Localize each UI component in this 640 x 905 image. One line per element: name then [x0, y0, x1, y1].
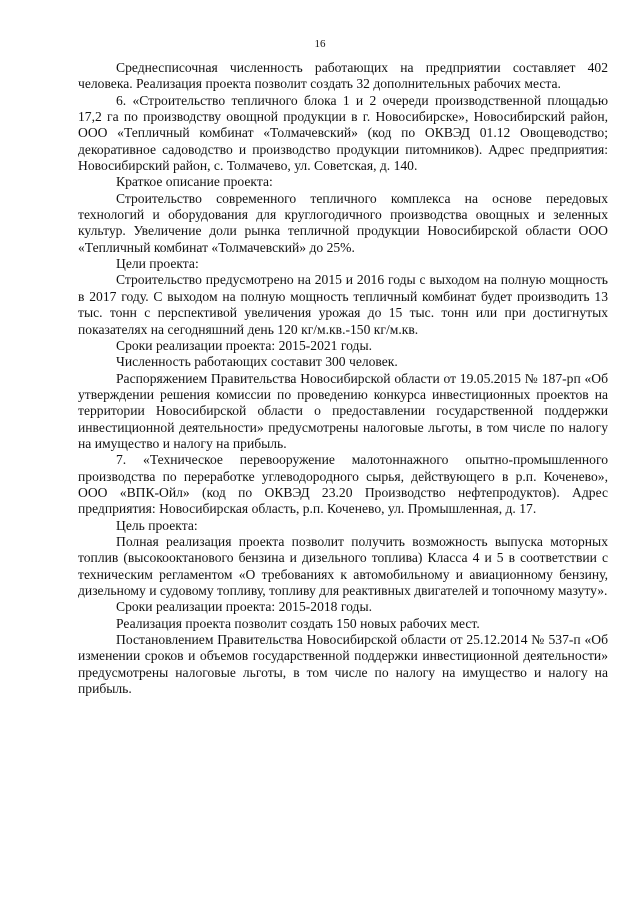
paragraph-project-6-goals: Строительство предусмотрено на 2015 и 2016 годы с выходом на полную мощность в 2017 году. С выходом на полную мощность тепличный комбинат будет производить 13 тыс. тонн с перспективой увеличения урожая до 15 тыс. тонн или при достигнутых показателях на сегодняшний день 120 кг/м.кв.-150 кг/м.кв.: [78, 272, 608, 337]
document-body: [78, 60, 608, 697]
paragraph-project-7-jobs: Реализация проекта позволит создать 150 новых рабочих мест.: [116, 615, 480, 631]
paragraph-project-7-title: 7. «Техническое перевооружение малотоннажного опытно-промышленного производства по переработке углеводородного сырья, действующего в р.п. Коченево», ООО «ВПК-Ойл» (код по ОКВЭД 23.20 Производство нефтепродуктов). Адрес предприятия: Новосибирская область, р.п. Коченево, ул. Промышленная, д. 17.: [78, 452, 608, 517]
paragraph-goals-label: Цели проекта:: [116, 256, 199, 272]
paragraph-project-7-timeline: Сроки реализации проекта: 2015-2018 годы.: [116, 599, 372, 615]
paragraph-short-description-label: Краткое описание проекта:: [116, 174, 273, 190]
paragraph-project-6-timeline: Сроки реализации проекта: 2015-2021 годы.: [116, 337, 372, 353]
paragraph-project-6-staff: Численность работающих составит 300 человек.: [116, 354, 398, 370]
paragraph-project-7-resolution: Постановлением Правительства Новосибирской области от 25.12.2014 № 537-п «Об изменении сроков и объемов государственной поддержки инвестиционной деятельности» предусмотрены налоговые льготы, в том числе по налогу на имущество и налогу на прибыль.: [78, 632, 608, 697]
paragraph-project-6-order: Распоряжением Правительства Новосибирской области от 19.05.2015 № 187-рп «Об утверждении решения комиссии по проведению конкурса инвестиционных проектов на территории Новосибирской области о предоставлении государственной поддержки инвестиционной деятельности» предусмотрены налоговые льготы, в том числе по налогу на имущество и налогу на прибыль.: [78, 370, 608, 451]
paragraph-headcount: Среднесписочная численность работающих на предприятии составляет 402 человека. Реализация проекта позволит создать 32 дополнительных рабочих места.: [78, 60, 608, 92]
paragraph-goal-label: Цель проекта:: [116, 517, 198, 533]
paragraph-project-6-title: 6. «Строительство тепличного блока 1 и 2 очереди производственной площадью 17,2 га по производству овощной продукции в г. Новосибирске», Новосибирский район, ООО «Тепличный комбинат «Толмачевский» (код по ОКВЭД 01.12 Овощеводство; декоративное садоводство и производство продукции питомников). Адрес предприятия: Новосибирский район, с. Толмачево, ул. Советская, д. 140.: [78, 92, 608, 174]
paragraph-project-7-goal: Полная реализация проекта позволит получить возможность выпуска моторных топлив (высокооктанового бензина и дизельного топлива) Класса 4 и 5 в соответствии с техническим регламентом «О требованиях к автомобильному и авиационному бензину, дизельному и судовому топливу, топливу для реактивных двигателей и топочному мазуту».: [78, 533, 608, 598]
page-number: 16: [314, 38, 326, 50]
paragraph-project-6-description: Строительство современного тепличного комплекса на основе передовых технологий и оборудования для круглогодичного производства овощных и зеленных культур. Увеличение доли рынка тепличной продукции Новосибирской области ООО «Тепличный комбинат «Толмачевский» до 25%.: [78, 190, 608, 255]
